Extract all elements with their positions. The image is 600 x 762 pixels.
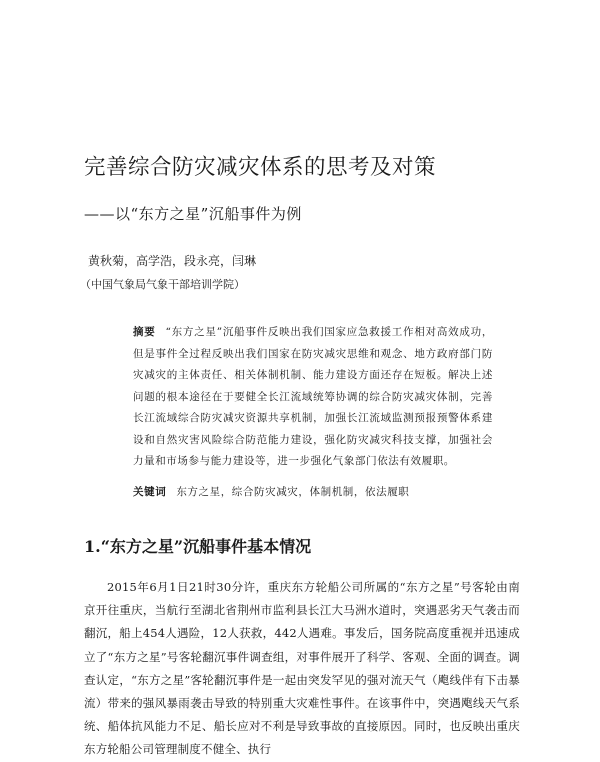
- keywords-text: 东方之星，综合防灾减灾，体制机制，依法履职: [176, 486, 410, 498]
- section-heading: 1.“东方之星”沉船事件基本情况: [84, 537, 312, 556]
- keywords-block: [133, 484, 493, 499]
- abstract-label: 摘要: [133, 326, 156, 338]
- author-affiliation: （中国气象局气象干部培训学院）: [80, 278, 245, 291]
- paper-title: 完善综合防灾减灾体系的思考及对策: [84, 155, 437, 180]
- abstract-block: [133, 322, 493, 473]
- paper-subtitle: ——以“东方之星”沉船事件为例: [84, 205, 302, 223]
- abstract-text: “东方之星”沉船事件反映出我们国家应急救援工作相对高效成功，但是事件全过程反映出我们国家在防灾减灾思维和观念、地方政府部门防灾减灾的主体责任、相关体制机制、能力建设方面还存在短板。解决上述问题的根本途径在于要健全长江流域统筹协调的综合防灾减灾体制，完善长江流域综合防灾减灾资源共享机制，加强长江流域监测预报预警体系建设和自然灾害风险综合防范能力建设，强化防灾减灾科技支撑，加强社会力量和市场参与能力建设等，进一步强化气象部门依法有效履职。: [133, 326, 494, 467]
- body-paragraph: 2015年6月1日21时30分许，重庆东方轮船公司所属的“东方之星”号客轮由南京开往重庆，当航行至湖北省荆州市监利县长江大马洲水道时，突遇恶劣天气袭击而翻沉，船上454人遇险，12人获救，442人遇难。事发后，国务院高度重视并迅速成立了“东方之星”号客轮翻沉事件调查组，对事件展开了科学、客观、全面的调查。调查认定，“东方之星”客轮翻沉事件是一起由突发罕见的强对流天气（飑线伴有下击暴流）带来的强风暴雨袭击导致的特别重大灾难性事件。在该事件中，突遇飑线天气系统、船体抗风能力不足、船长应对不利是导致事故的直接原因。同时，也反映出重庆东方轮船公司管理制度不健全、执行: [84, 580, 520, 757]
- author-list: 黄秋菊，高学浩，段永亮，闫琳: [88, 254, 257, 268]
- keywords-label: 关键词: [133, 486, 167, 498]
